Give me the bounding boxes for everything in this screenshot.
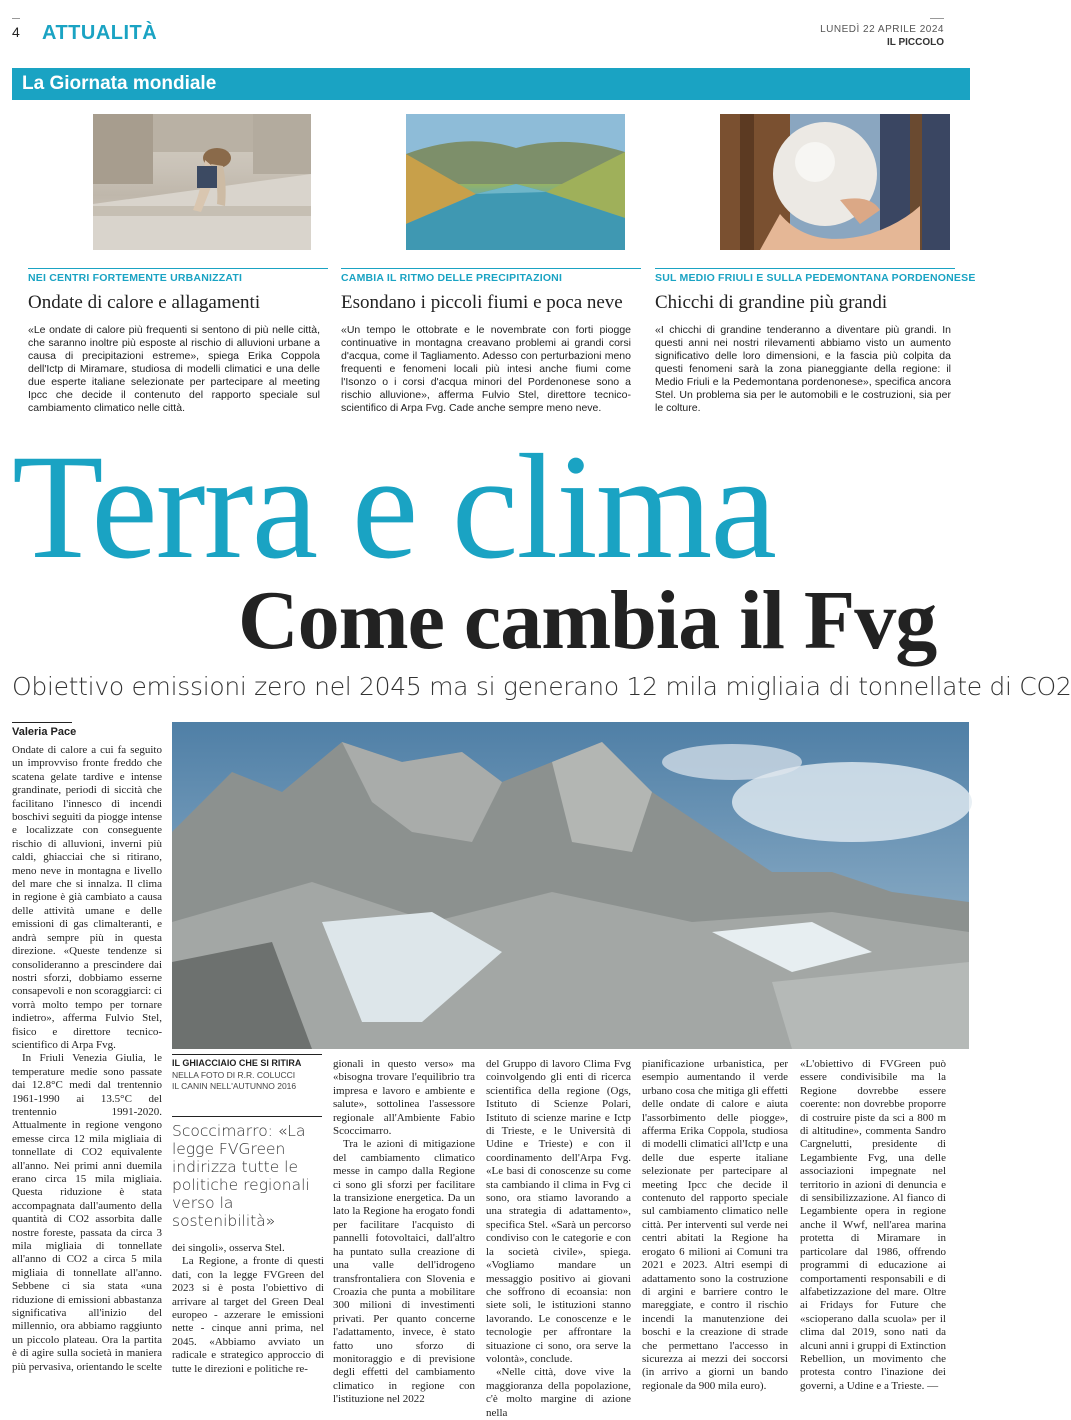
column-3-paragraph-1: gionali in questo verso» ma «bisogna trovare l'equilibrio tra impresa e lavoro e ambiente e salute», sottolinea l'assessore regionale all'Ambiente Fabio Scoccimarro. xyxy=(333,1058,475,1138)
column-6-paragraph-1: «L'obiettivo di FVGreen può essere condivisibile ma la Regione dovrebbe essere coerente: non dovrebbe proporre di costruire piste da sci a 800 m di altitudine», commenta Sandro Cargnelutti, presidente di Legambiente Fvg, una delle associazioni impegnate nel territorio in azioni di denuncia e di sensibilizzazione. Al fianco di Legambiente opera in regione anche il Wwf, nell'area marina protetta di Miramare in particolare dal 1986, offrendo programmi di educazione ai comportamenti responsabili e di alfabetizzazione del mare. Oltre ai Fridays for Future che «scioperano dalla scuola» per il clima dal 2019, sono nati da alcuni anni i gruppi di Extinction Rebellion, un movimento che protesta contro l'inazione dei governi, a Udine e a Trieste. — xyxy=(800,1058,946,1392)
banner-label: La Giornata mondiale xyxy=(22,73,217,94)
article-2-headline: Esondano i piccoli fiumi e poca neve xyxy=(341,292,623,313)
column-5-paragraph-1: pianificazione urbanistica, per esempio aumentando il verde urbano cosa che mitiga gli effetti delle ondate di calore e aiuta l'assorbimento delle piogge», afferma Erika Coppola, studiosa di modelli climatici all'Ictp e una delle due esperte italiane selezionate per partecipare al meeting Ipcc che decide il contenuto del rapporto speciale sul cambiamento climatico nelle città. Per interventi sul verde nei centri abitati la Regione ha erogato 6 milioni ai Comuni tra 2021 e 2023. Altri esempi di adattamento sono la costruzione di argini e barriere contro le mareggiate, e contro il rischio incendi la manutenzione dei boschi e la creazione di strade che permettano l'accesso in sicurezza ai mezzi dei soccorsi (in arrivo a giorni un bando regionale da 900 mila euro). xyxy=(642,1058,788,1392)
article-1-rule xyxy=(28,268,328,269)
photo-caption-description: IL CANIN NELL'AUTUNNO 2016 xyxy=(172,1081,297,1091)
issue-date: LUNEDÌ 22 APRILE 2024 xyxy=(820,24,944,35)
pull-quote-rule xyxy=(172,1116,322,1117)
article-column-1 xyxy=(12,744,162,1374)
section-title: ATTUALITÀ xyxy=(42,22,158,44)
hailstone-illustration xyxy=(720,114,950,250)
river-valley-photo xyxy=(406,114,625,250)
top-left-rule xyxy=(12,18,20,19)
article-column-2 xyxy=(172,1242,324,1376)
photo-caption-credit: NELLA FOTO DI R.R. COLUCCI xyxy=(172,1070,296,1080)
mountain-glacier-photo xyxy=(172,722,969,1049)
main-title: Terra e clima xyxy=(12,424,775,590)
article-column-5 xyxy=(642,1058,788,1393)
pull-quote: Scoccimarro: «La legge FVGreen indirizza tutte le politiche regionali verso la sostenibilità» xyxy=(172,1122,310,1230)
article-column-4 xyxy=(486,1058,631,1420)
article-column-3 xyxy=(333,1058,475,1407)
column-2-paragraph-2: La Regione, a fronte di questi dati, con la legge FVGreen del 2023 si è posta l'obiettivo di arrivare al target del Green Deal europeo - azzerare le emissioni nette - cinque anni prima, nel 2045. «Abbiamo avviato un radicale e strategico approccio di tutte le direzioni e politiche re- xyxy=(172,1255,324,1375)
article-2-rule xyxy=(341,268,641,269)
fountain-illustration xyxy=(93,114,311,250)
article-1-body: «Le ondate di calore più frequenti si sentono di più nelle città, che saranno inoltre più esposte al rischio di alluvioni urbane a causa di precipitazioni estreme», spiega Erika Coppola dell'Ictp di Miramare, studiosa di modelli climatici e una delle due esperte italiane selezionate per partecipare al meeting Ipcc che decide il contenuto del rapporto speciale sul cambiamento climatico nelle città. xyxy=(28,324,320,414)
river-illustration xyxy=(406,114,625,250)
article-2-body: «Un tempo le ottobrate e le novembrate con forti piogge continuative in montagna creavano problemi ai grandi corsi d'acqua, come il Tagliamento. Adesso con perturbazioni meno frequenti e fenomeni locali più intesi anche fiumi come l'Isonzo o i corsi d'acqua minori del Pordenonese sono a rischio alluvione», afferma Fulvio Stel, direttore tecnico-scientifico di Arpa Fvg. Cade anche sempre meno neve. xyxy=(341,324,631,414)
column-3-paragraph-2: Tra le azioni di mitigazione del cambiamento climatico messe in campo dalla Regione ci sono gli sforzi per facilitare la transizione energetica. Da un lato la Regione ha erogato fondi per facilitare l'acquisto di pannelli fotovoltaici, dall'altro ha puntato sulla creazione di una valle dell'idrogeno transfrontaliera con Slovenia e Croazia che punta a mobilitare 300 milioni di investimenti privati. Per quanto concerne l'adattamento, invece, è stato fatto uno sforzo di monitoraggio e di previsione degli effetti del cambiamento climatico in regione con l'istituzione nel 2022 xyxy=(333,1138,475,1406)
photo-caption-title: IL GHIACCIAIO CHE SI RITIRA xyxy=(172,1058,302,1068)
article-3-body: «I chicchi di grandine tenderanno a diventare più grandi. In questi anni nei nostri rilevamenti abbiamo visto un aumento significativo delle loro dimensioni, e la fascia più colpita da questi fenomeni sarà la zona pianeggiante della regione: il Medio Friuli e la Pedemontana pordenonese», specifica ancora Stel. Un problema sia per le automobili e le costruzioni, sia per le colture. xyxy=(655,324,951,414)
top-right-rule xyxy=(930,18,944,19)
article-3-headline: Chicchi di grandine più grandi xyxy=(655,292,888,313)
article-2-kicker: CAMBIA IL RITMO DELLE PRECIPITAZIONI xyxy=(341,272,563,284)
hailstone-in-hand-photo xyxy=(720,114,950,250)
article-column-6 xyxy=(800,1058,946,1393)
column-4-paragraph-1: del Gruppo di lavoro Clima Fvg coinvolgendo gli enti di ricerca scientifica della regione (Ogs, Istituto di Scienze Polari, Istituto di scienze marine e Ictp di Trieste, e le Università di Udine e Trieste) e con il coordinamento dell'Arpa Fvg. «Le basi di conoscenze su come sta cambiando il clima in Fvg ci sono, ora stiamo lavorando a una strategia di adattamento», specifica Stel. «Sarà un percorso condiviso con le categorie e con la società civile», spiega. «Vogliamo mandare un messaggio positivo ai giovani che soffrono di ecoansia: non siete soli, le istituzioni stanno lavorando. Le conoscenze e le tecnologie per affrontare la situazione ci sono, ora serve la volontà», conclude. xyxy=(486,1058,631,1365)
mountain-illustration xyxy=(172,722,969,1049)
byline-rule xyxy=(12,722,72,723)
page-number: 4 xyxy=(12,24,20,40)
article-1-kicker: NEI CENTRI FORTEMENTE URBANIZZATI xyxy=(28,272,243,284)
person-at-fountain-photo xyxy=(93,114,311,250)
article-1-headline: Ondate di calore e allagamenti xyxy=(28,292,261,313)
main-deck: Obiettivo emissioni zero nel 2045 ma si generano 12 mila migliaia di tonnellate di CO2 xyxy=(12,672,1071,701)
column-4-paragraph-2: «Nelle città, dove vive la maggioranza della popolazione, c'è molto margine di azione nella xyxy=(486,1366,631,1419)
newspaper-name: IL PICCOLO xyxy=(886,37,944,48)
article-3-kicker: SUL MEDIO FRIULI E SULLA PEDEMONTANA PORDENONESE xyxy=(655,272,976,284)
byline: Valeria Pace xyxy=(12,726,77,738)
column-2-paragraph-1: dei singoli», osserva Stel. xyxy=(172,1242,285,1254)
main-subtitle: Come cambia il Fvg xyxy=(238,574,937,667)
caption-rule xyxy=(172,1054,322,1055)
section-banner xyxy=(12,68,970,100)
column-1-paragraph-1: Ondate di calore a cui fa seguito un improvviso fronte freddo che scatena gelate tardive e intense grandinate, periodi di siccità che facilitano l'innesco di incendi boschivi seguiti da piogge intense e localizzate con conseguente rischio di alluvioni, inverni più caldi, ghiacciai che si ritirano, meno neve in montagna e livello del mare che si innalza. Il clima in regione è già cambiato a causa delle attività umane e delle emissioni di gas climalteranti, e andrà sempre più in questa direzione. «Queste tendenze si consolideranno a prescindere dai nostri sforzi, dobbiamo esserne consapevoli e non scoraggiarci: ci vorrà molto tempo per tornare indietro», afferma Fulvio Stel, fisico e direttore tecnico-scientifico di Arpa Fvg. xyxy=(12,744,162,1051)
article-3-rule xyxy=(655,268,955,269)
column-1-paragraph-2: In Friuli Venezia Giulia, le temperature medie sono passate dai 12.8°C medi dal trentennio 1961-1990 ai 13.5°C del trentennio 1991-2020. Attualmente in regione vengono emesse circa 12 mila migliaia di tonnellate di CO2 equivalente all'anno. Nei primi anni duemila erano circa 15 mila migliaia. Questa riduzione è stata accompagnata dall'aumento della quantità di CO2 assorbita dalle nostre foreste, passata da circa 3 mila migliaia di tonnellate all'anno di CO2 a circa 5 mila migliaia di tonnellate all'anno. Sebbene ci sia stata «una riduzione di emissioni abbastanza significativa all'inizio del millennio, ora abbiamo raggiunto un piccolo plateau. Ora la partita è di agire sulla società in maniera più pervasiva, orientando le scelte xyxy=(12,1052,162,1373)
